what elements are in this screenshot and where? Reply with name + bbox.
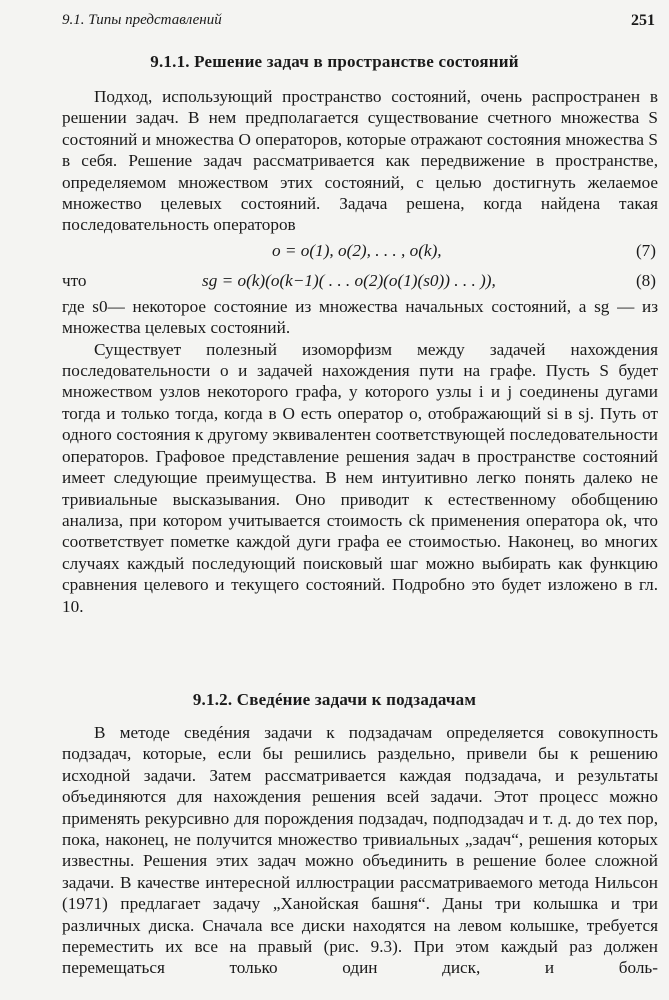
paragraph [62, 722, 658, 979]
para1-text: Подход, использующий пространство состояний, очень распространен в решении задач. В нем предполагается существование счетного множества S состояний и множества O операторов, которые отражают состояния множества S в себя. Решение задач рассматривается как передвижение в пространстве, определяемом множеством этих состояний, с целью достигнуть желаемое множество целевых состояний. Задача решена, когда найдена такая последовательность операторов [62, 87, 658, 235]
section2-body [62, 722, 658, 979]
page-number: 251 [631, 12, 655, 29]
paragraph [62, 86, 658, 236]
formula-8-number: (8) [635, 270, 656, 290]
formula-7-expression: o = o(1), o(2), . . . , o(k), [272, 240, 442, 260]
para2-text: Существует полезный изоморфизм между задачей нахождения последовательности o и задачей нахождения пути на графе. Пусть S будет множеством узлов некоторого графа, у которого узлы i и j соединены дугами тогда и только тогда, когда в O есть оператор o, отображающий si в sj. Путь от одного состояния к другому эквивалентен соответствующей последовательности операторов. Графовое представление решения задач в пространстве состояний имеет следующие преимущества. В нем интуитивно легко понять далеко не тривиальные высказывания. Оно приводит к естественному обобщению анализа, при котором учитывается стоимость ck применения оператора ok, что соответствует пометке каждой дуги графа ее стоимостью. Наконец, во многих случаях каждый последующий поисковый шаг можно выбирать как функцию сравнения целевого и текущего состояний. Подробно это будет изложено в гл. 10. [62, 339, 658, 616]
running-head [62, 12, 655, 34]
section2-para1-text: В методе свeдéния задачи к подзадачам определяется совокупность подзадач, которые, если бы решились раздельно, привели бы к решению исходной задачи. Затем рассматривается каждая подзадача, и результаты объединяются для нахождения решения всей задачи. Этот процесс можно применять рекурсивно для порождения подзадач, подподзадач и т. д. до тех пор, пока, наконец, не получится множество тривиальных „задач“, решения которых известны. Решения этих задач можно объединить в решение более сложной задачи. В качестве интересной иллюстрации рассматриваемого метода Нильсон (1971) предлагает задачу „Ханойская башня“. Даны три колышка и три различных диска. Сначала все диски находятся на левом колышке, требуется переместить их все на правый (рис. 9.3). При этом каждый раз должен перемещаться только один диск, и боль- [62, 723, 658, 978]
formula-8-lead: что [62, 270, 87, 290]
para1-tail: где s0— некоторое состояние из множества начальных состояний, а sg — из множества целевых состояний. [62, 296, 658, 338]
formula-8 [62, 266, 658, 296]
formula-7 [62, 236, 658, 266]
formula-8-expression: sg = o(k)(o(k−1)( . . . o(2)(o(1)(s0)) . . . )), [202, 270, 496, 290]
section-title-2: 9.1.2. Сведéние задачи к подзадачам [192, 690, 477, 709]
section-title-1: 9.1.1. Решение задач в пространстве состояний [150, 52, 519, 71]
section1-body [62, 86, 658, 617]
running-title: 9.1. Типы представлений [62, 12, 222, 28]
paragraph [62, 339, 658, 617]
paragraph [62, 296, 658, 339]
formula-7-number: (7) [635, 240, 656, 260]
